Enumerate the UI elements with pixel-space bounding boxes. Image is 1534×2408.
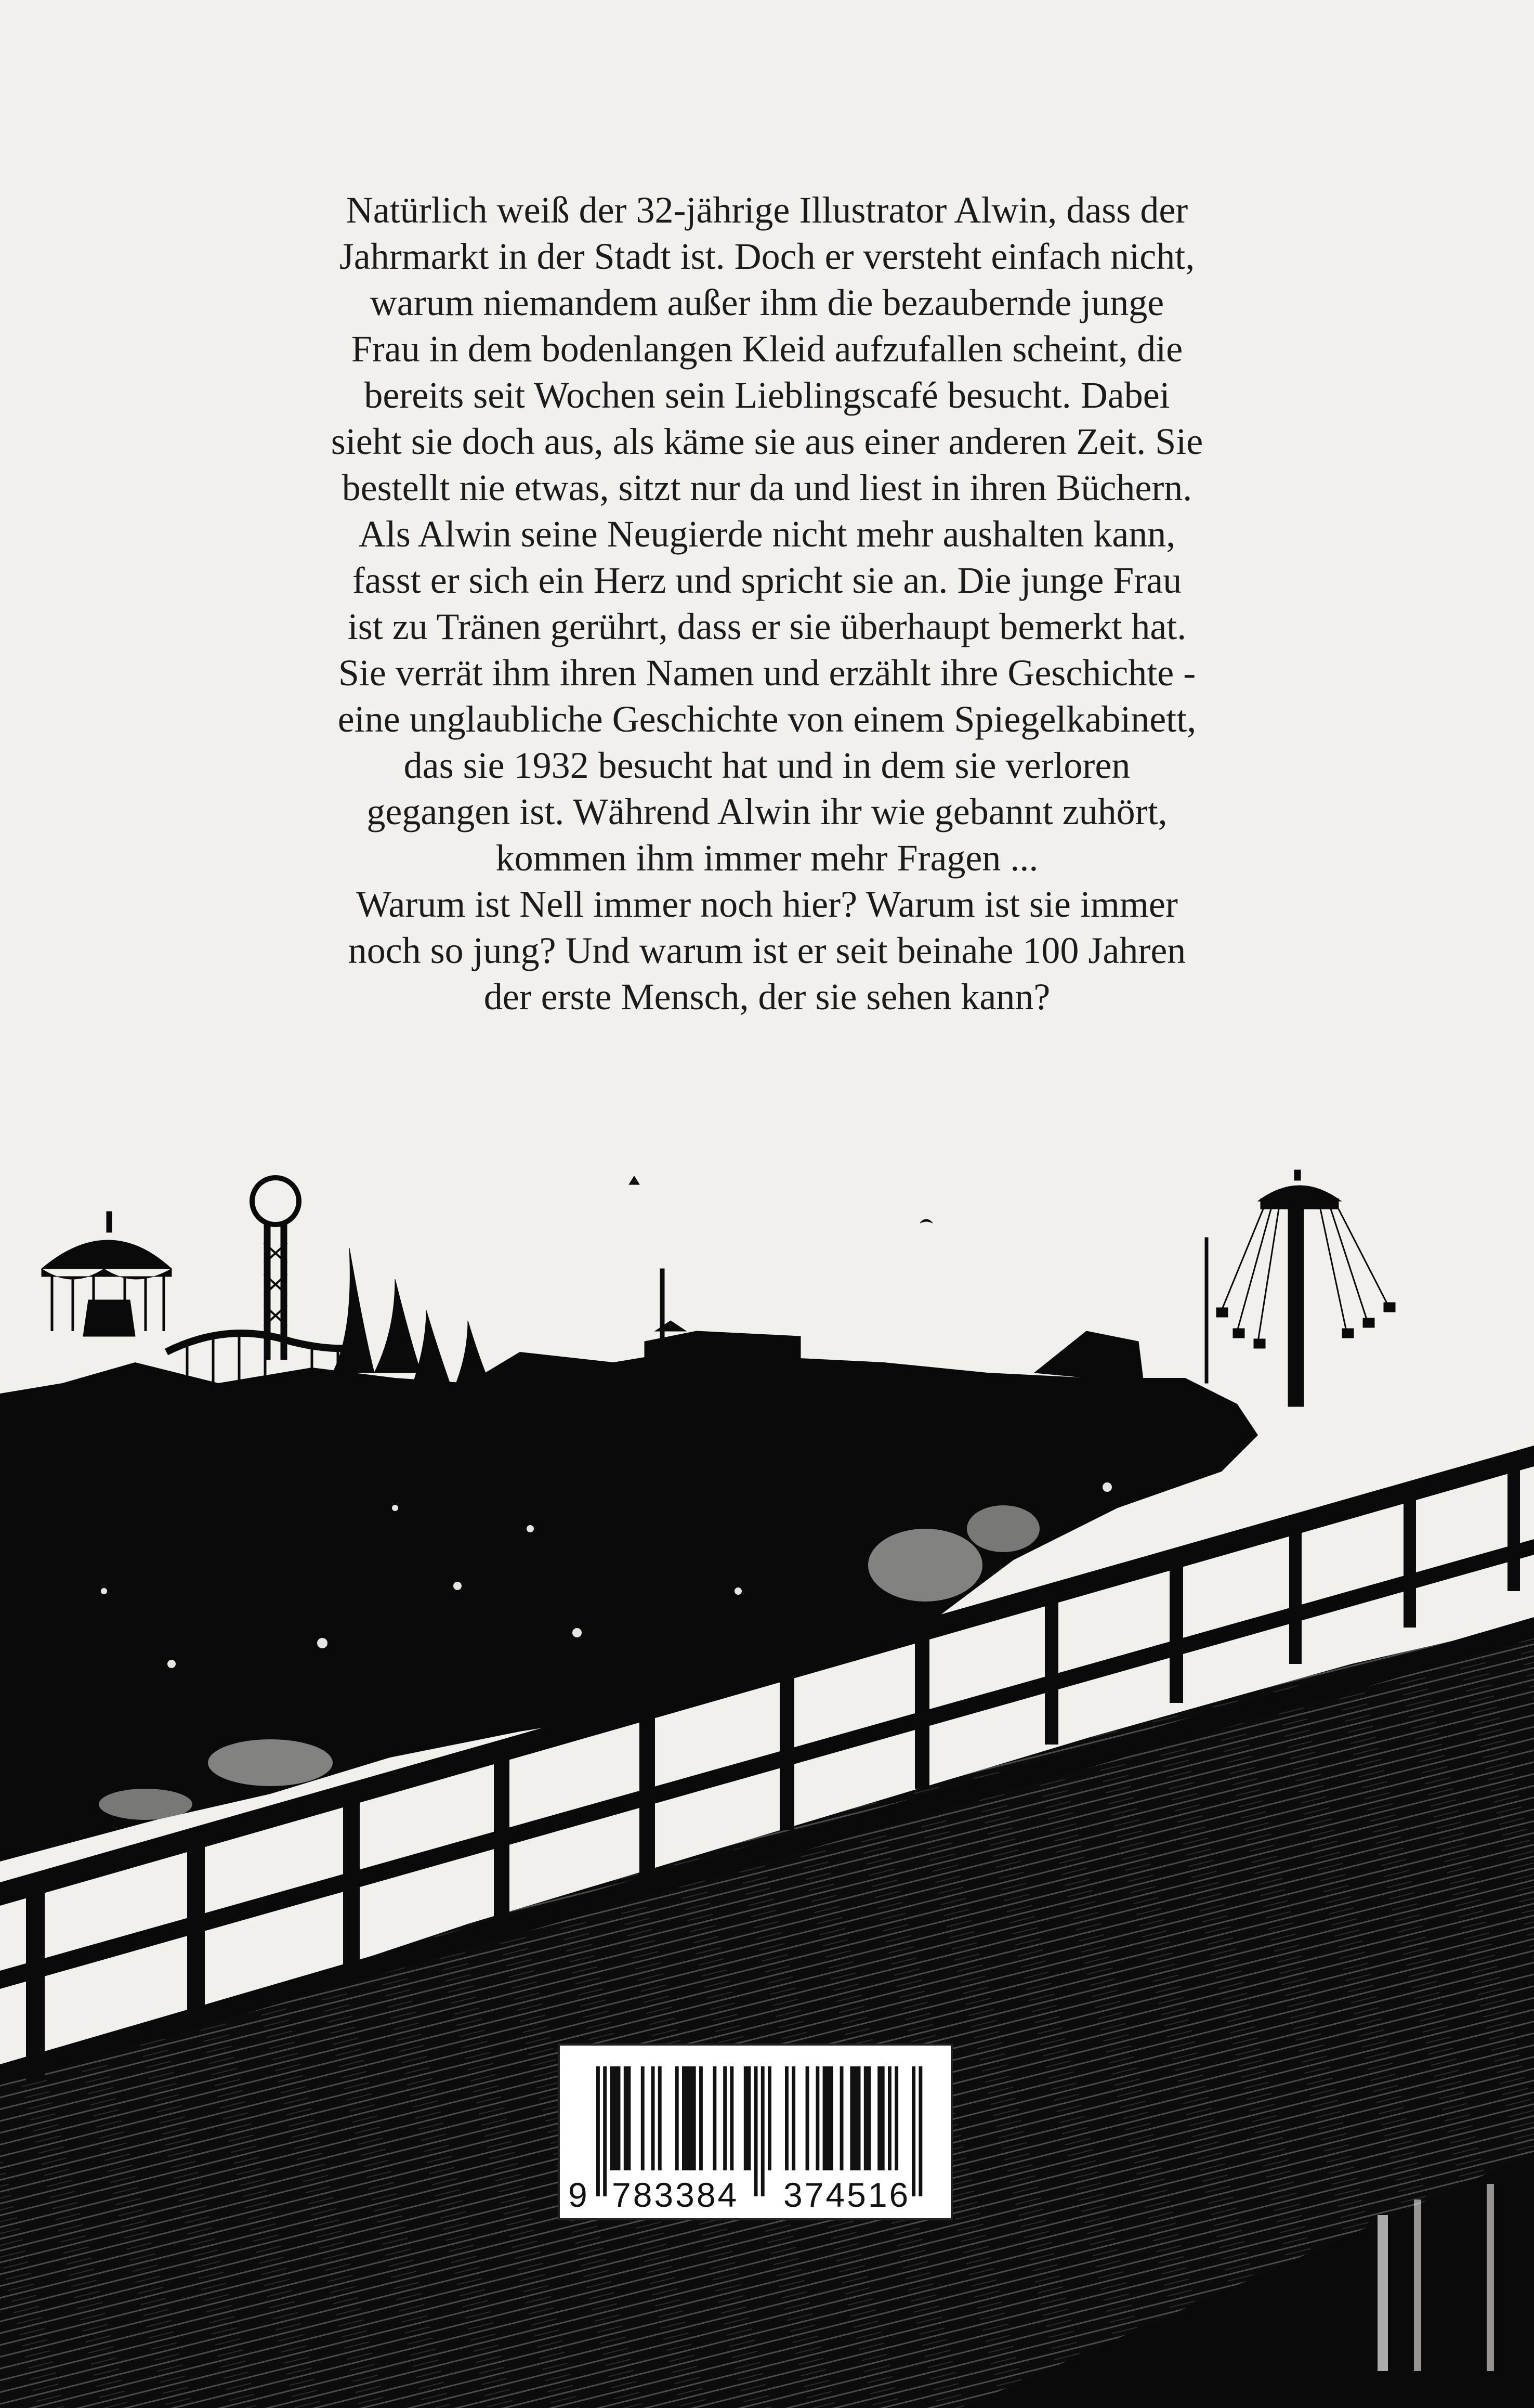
- barcode-bar: [785, 2066, 789, 2170]
- blurb-line: gegangen ist. Während Alwin ihr wie gebannt zuhört,: [366, 791, 1168, 832]
- barcode-bar: [713, 2066, 716, 2170]
- barcode-bar: [689, 2066, 692, 2170]
- barcode-bar: [730, 2066, 733, 2170]
- barcode-bar: [881, 2066, 885, 2170]
- barcode-bar: [877, 2066, 881, 2170]
- blurb-line: Sie verrät ihm ihren Namen und erzählt ihre Geschichte -: [338, 652, 1196, 694]
- barcode-bar: [692, 2066, 696, 2170]
- barcode-bar: [806, 2066, 809, 2170]
- barcode-bar: [792, 2066, 795, 2170]
- isbn-barcode: [558, 2043, 953, 2220]
- barcode-bar: [744, 2066, 748, 2170]
- barcode-bar: [596, 2066, 600, 2196]
- blurb-line: fasst er sich ein Herz und spricht sie an. Die junge Frau: [352, 559, 1182, 601]
- barcode-bar: [919, 2066, 922, 2196]
- barcode-bar: [857, 2066, 861, 2170]
- blurb-line: warum niemandem außer ihm die bezaubernde junge: [370, 282, 1164, 323]
- blurb-line: kommen ihm immer mehr Fragen ...: [495, 837, 1039, 879]
- barcode-bar: [699, 2066, 703, 2170]
- barcode-bar: [651, 2066, 655, 2170]
- barcode-bar: [864, 2066, 868, 2170]
- barcode-bar: [826, 2066, 830, 2170]
- barcode-bar: [840, 2066, 844, 2170]
- barcode-bar: [610, 2066, 613, 2170]
- blurb-line: noch so jung? Und warum ist er seit beinahe 100 Jahren: [348, 930, 1186, 971]
- barcode-bar: [747, 2066, 751, 2170]
- back-cover-blurb: [218, 187, 1316, 1020]
- barcode-bar: [830, 2066, 833, 2170]
- barcode-right-digits: 374516: [783, 2176, 911, 2214]
- barcode-bar: [761, 2066, 765, 2196]
- blurb-line: Warum ist Nell immer noch hier? Warum ist sie immer: [356, 883, 1178, 925]
- barcode-bar: [867, 2066, 871, 2170]
- barcode-bar: [816, 2066, 819, 2170]
- barcode-bar: [675, 2066, 679, 2170]
- blurb-line: Als Alwin seine Neugierde nicht mehr aushalten kann,: [358, 513, 1176, 555]
- barcode-bar: [854, 2066, 857, 2170]
- barcode-lead-digit: 9: [568, 2176, 587, 2214]
- blurb-line: bestellt nie etwas, sitzt nur da und liest in ihren Büchern.: [342, 467, 1192, 509]
- blurb-line: sieht sie doch aus, als käme sie aus einer anderen Zeit. Sie: [331, 421, 1203, 462]
- barcode-left-digits: 783384: [612, 2176, 739, 2214]
- blurb-line: der erste Mensch, der sie sehen kann?: [483, 976, 1051, 1018]
- blurb-line: bereits seit Wochen sein Lieblingscafé besucht. Dabei: [364, 374, 1170, 416]
- blurb-line: eine unglaubliche Geschichte von einem Spiegelkabinett,: [337, 698, 1197, 740]
- barcode-bar: [754, 2066, 758, 2196]
- blurb-line: Jahrmarkt in der Stadt ist. Doch er versteht einfach nicht,: [339, 236, 1195, 277]
- barcode-bar: [641, 2066, 645, 2170]
- barcode-bar: [624, 2066, 627, 2170]
- blurb-line: Natürlich weiß der 32-jährige Illustrator Alwin, dass der: [346, 189, 1188, 231]
- barcode-bar: [603, 2066, 607, 2196]
- barcode-bar: [682, 2066, 686, 2170]
- barcode-bar: [658, 2066, 662, 2170]
- blurb-line: Frau in dem bodenlangen Kleid aufzufallen scheint, die: [351, 328, 1183, 370]
- barcode-bar: [823, 2066, 827, 2170]
- barcode-bar: [723, 2066, 727, 2170]
- barcode-bar: [627, 2066, 631, 2170]
- barcode-bar: [912, 2066, 915, 2196]
- blurb-line: das sie 1932 besucht hat und in dem sie verloren: [403, 745, 1131, 786]
- barcode-bar: [888, 2066, 891, 2170]
- blurb-line: ist zu Tränen gerührt, dass er sie überhaupt bemerkt hat.: [347, 606, 1187, 647]
- barcode-bar: [617, 2066, 621, 2170]
- barcode-bar: [895, 2066, 898, 2170]
- barcode-bar: [850, 2066, 854, 2170]
- barcode-bar: [613, 2066, 617, 2170]
- barcode-bar: [686, 2066, 689, 2170]
- barcode-bar: [768, 2066, 771, 2170]
